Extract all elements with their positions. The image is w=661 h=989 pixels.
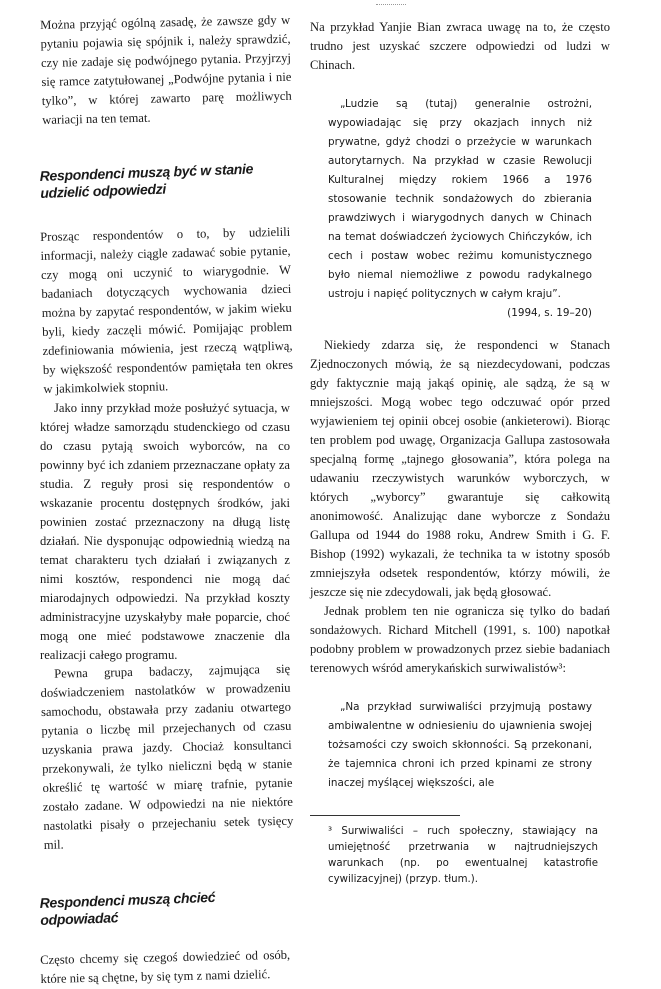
paragraph-mitchell: Jednak problem ten nie ogranicza się tylko do badań sondażowych. Richard Mitchell (1991, s. 100) napotkał podobny problem w prowadzonych przez siebie badaniach terenowych wśród amerykańskich surwiwalistów³: [310,604,610,675]
section-heading-willing-to-answer: Respondenci muszą chcieć odpowiadać [39,888,216,928]
paragraph-intro: Można przyjąć ogólną zasadę, że zawsze gdy w pytaniu pojawia się spójnik i, należy sprawdzić, czy nie zadaje się podwójnego pytania. Przyjrzyj się ramce zatytułowanej „Podwójne pytania i nie tylko”, w której zawarto parę możliwych wariacji na ten temat. [40,12,292,127]
paragraph-gallup: Niekiedy zdarza się, że respondenci w Stanach Zjednoczonych mówią, że są niezdecydowani, podczas gdy faktycznie mają jakąś opinię, ale sądzą, że są w mniejszości. Mogą wobec tego odczuwać opór przed wyjawieniem tej opinii obcej osobie (ankieterowi). Biorąc ten problem pod uwagę, Organizacja Gallupa zastosowała specjalną formę „tajnego głosowania”, która polega na udawaniu rzeczywistych warunków wyborczych, w których „wyborcy” gwarantuje się całkowitą anonimowość. Analizując dane wyborcze z Sondażu Gallupa od 1944 do 1988 roku, Andrew Smith i G. F. Bishop (1992) wykazali, że technika ta w istotny sposób zmniejszyła odsetek respondentów, którzy mówili, że jeszcze się nie zdecydowali, jak będą głosować. [310,338,610,599]
left-column [39,12,294,989]
paragraph-teen-drivers: Pewna grupa badaczy, zajmująca się doświadczeniem nastolatków w prowadzeniu samochodu, obstawała przy zadaniu otwartego pytania o liczbę mil przejechanych od czasu uzyskania prawa jazdy. Chociaż konsultanci przekonywali, że tylko nieliczni będą w stanie określić tę wartość w miarę trafnie, pytanie zostało zadane. W odpowiedzi na nie niektóre nastolatki pisały o przejechaniu setek tysięcy mil. [40,661,294,852]
footnote-divider [310,815,460,816]
paragraph-recall: Prosząc respondentów o to, by udzielili informacji, należy ciągle zadawać sobie pytanie, czy mogą oni uczynić to wiarygodnie. W badaniach dotyczących wychowania dzieci można by zapytać respondentów, w jakim wieku byli, kiedy zaczęli mówić. Pomijając problem zdefiniowania mówienia, jest rzeczą wątpliwą, by większość respondentów pamiętała ten okres w jakimkolwiek stopniu. [40,224,294,396]
citation-bian: (1994, s. 19–20) [507,307,592,319]
section-heading-able-to-answer: Respondenci muszą być w stanie udzielić odpowiedzi [39,160,254,201]
paragraph-unwilling: Często chcemy się czegoś dowiedzieć od osób, które nie są chętne, by się tym z nami dzielić. [40,947,291,986]
right-column [310,18,610,888]
block-quote-survivalists: „Na przykład surwiwaliści przyjmują postawy ambiwalentne w odniesieniu do ujawnienia swojej tożsamości czy swoich skłonności. Są przekonani, że tajemnica chroni ich przed kpinami ze strony inaczej myślącej większości, ale [328,701,592,789]
paragraph-yanjie-bian: Na przykład Yanjie Bian zwraca uwagę na to, że często trudno jest uzyskać szczere odpowiedzi od ludzi w Chinach. [310,20,610,72]
paragraph-student-fees: Jako inny przykład może posłużyć sytuacja, w której władze samorządu studenckiego od czasu do czasu pytają swoich wyborców, na co powinny być ich zdaniem przeznaczane opłaty za studia. Z reguły prosi się respondentów o wskazanie procentu dostępnych środków, jaki powinien zostać przeznaczony na długą listę działań. Nie dysponując odpowiednią wiedzą na temat charakteru tych działań i związanych z nimi kosztów, respondenci nie mogą dać miarodajnych odpowiedzi. Na przykład koszty administracyjne uzyskałyby małe poparcie, choć mogą one mieć podstawowe znaczenie dla realizacji całego programu. [40,401,290,662]
footnote-survivalists: ³ Surwiwaliści – ruch społeczny, stawiający na umiejętność przetrwania w najtrudniejszych warunkach (np. po ewentualnej katastrofie cywilizacyjnej) (przyp. tłum.). [328,826,598,885]
block-quote-china: „Ludzie są (tutaj) generalnie ostrożni, wypowiadając się przy okazjach innych niż prywatne, gdyż chodzi o przeżycie w warunkach autorytarnych. Na przykład w czasie Rewolucji Kulturalnej między rokiem 1966 a 1976 stosowanie technik sondażowych do zbierania prawdziwych i wiarygodnych danych w Chinach na temat doświadczeń życiowych Chińczyków, ich cech i postaw wobec reżimu komunistycznego było niemal niemożliwe z powodu radykalnego ustroju i napięć politycznych w całym kraju”. [328,98,592,300]
page-top-mark [376,4,406,5]
